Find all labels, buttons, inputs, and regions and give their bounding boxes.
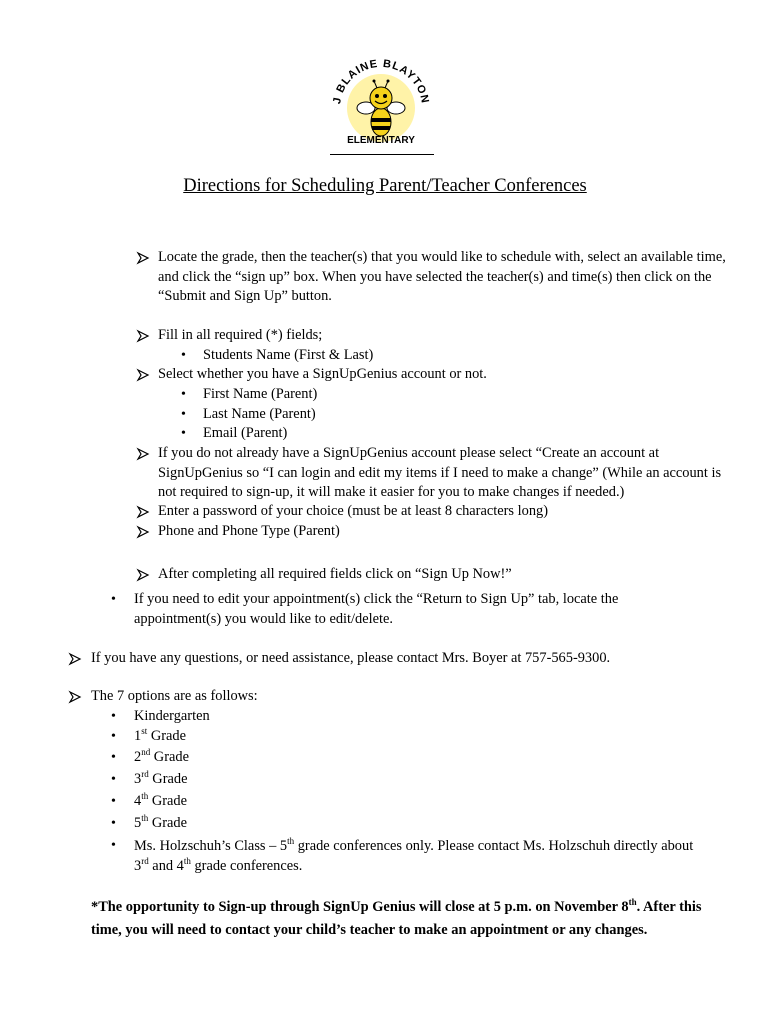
bullet-icon: • — [111, 750, 116, 765]
option-text: 1st Grade — [134, 726, 186, 744]
list-item-text: Phone and Phone Type (Parent) — [158, 523, 340, 539]
page-title: Directions for Scheduling Parent/Teacher Conferences — [183, 176, 587, 196]
option-text: Kindergarten — [134, 708, 210, 724]
list-item-fill-required — [136, 326, 736, 346]
bullet-icon: • — [111, 729, 116, 744]
bullet-icon: • — [111, 709, 116, 724]
list-item-text: After completing all required fields click on “Sign Up Now!” — [158, 566, 512, 582]
list-item-text: Students Name (First & Last) — [203, 347, 374, 363]
list-item-text: First Name (Parent) — [203, 386, 318, 402]
list-item-text: The 7 options are as follows: — [91, 688, 258, 704]
list-item-text: If you have any questions, or need assistance, please contact Mrs. Boyer at 757-565-9300. — [91, 650, 611, 666]
logo-school-text: ELEMENTARY — [347, 135, 415, 146]
list-item-password — [136, 502, 736, 522]
list-item-account-select — [136, 365, 736, 385]
list-item-phone — [136, 522, 736, 542]
sub-item-last-name — [181, 405, 681, 425]
arrow-bullet-icon — [136, 447, 150, 461]
option-grade-1 — [111, 727, 711, 747]
list-item-after-completing — [136, 565, 736, 585]
bullet-icon: • — [181, 426, 186, 441]
option-text: 5th Grade — [134, 813, 187, 831]
logo-arc-text: J BLAINE BLAYTON — [331, 57, 431, 105]
bullet-icon: • — [111, 794, 116, 809]
option-text: 4th Grade — [134, 791, 187, 809]
option-text: 2nd Grade — [134, 747, 189, 765]
list-item-text: Fill in all required (*) fields; — [158, 327, 323, 343]
option-text: Ms. Holzschuh’s Class – 5th grade conferences only. Please contact Ms. Holzschuh directly about 3rd and 4th grade conferences. — [134, 836, 694, 874]
sub-item-student-name — [181, 346, 681, 366]
bullet-icon: • — [111, 816, 116, 831]
arrow-bullet-icon — [68, 652, 82, 666]
option-holzschuh-class — [111, 836, 701, 876]
closing-notice: *The opportunity to Sign-up through SignUp Genius will close at 5 p.m. on November 8th. After this time, you will need to contact your child’s teacher to make an appointment or any changes. — [91, 897, 702, 938]
list-item-text: If you do not already have a SignUpGenius account please select “Create an account at SignUpGenius so “I can login and edit my items if I need to make a change” (While an account is not required to sign-up, it will make it easier for you to make changes if needed.) — [158, 445, 722, 501]
list-item-text: If you need to edit your appointment(s) click the “Return to Sign Up” tab, locate the appointment(s) you would like to edit/delete. — [134, 591, 619, 627]
list-item-create-account — [136, 444, 736, 503]
option-grade-4 — [111, 792, 711, 812]
arrow-bullet-icon — [136, 251, 150, 265]
list-item-text: Email (Parent) — [203, 425, 288, 441]
option-kindergarten — [111, 707, 711, 727]
bullet-icon: • — [111, 772, 116, 787]
bullet-icon: • — [181, 407, 186, 422]
list-item-options-intro — [68, 687, 738, 707]
option-grade-2 — [111, 748, 711, 768]
sub-item-first-name — [181, 385, 681, 405]
bullet-icon: • — [181, 348, 186, 363]
arrow-bullet-icon — [136, 525, 150, 539]
list-item-questions — [68, 649, 738, 669]
list-item-text: Last Name (Parent) — [203, 406, 316, 422]
option-grade-3 — [111, 770, 711, 790]
arrow-bullet-icon — [136, 329, 150, 343]
list-item-locate-grade — [136, 248, 736, 307]
bullet-icon: • — [181, 387, 186, 402]
arrow-bullet-icon — [136, 505, 150, 519]
list-item-text: Locate the grade, then the teacher(s) that you would like to schedule with, select an available time, and click the “sign up” box. When you have selected the teacher(s) and time(s) then click on the “Submit and Sign Up” button. — [158, 249, 726, 305]
list-item-text: Select whether you have a SignUpGenius account or not. — [158, 366, 487, 382]
option-text: 3rd Grade — [134, 769, 188, 787]
option-grade-5 — [111, 814, 711, 834]
sub-item-email — [181, 424, 681, 444]
list-item-edit-appointment — [111, 590, 671, 629]
arrow-bullet-icon — [136, 568, 150, 582]
arrow-bullet-icon — [68, 690, 82, 704]
school-logo — [328, 50, 434, 160]
arrow-bullet-icon — [136, 368, 150, 382]
bee-icon — [328, 50, 434, 160]
bullet-icon: • — [111, 838, 116, 853]
bullet-icon: • — [111, 592, 116, 607]
logo-divider — [330, 154, 434, 155]
list-item-text: Enter a password of your choice (must be at least 8 characters long) — [158, 503, 549, 519]
